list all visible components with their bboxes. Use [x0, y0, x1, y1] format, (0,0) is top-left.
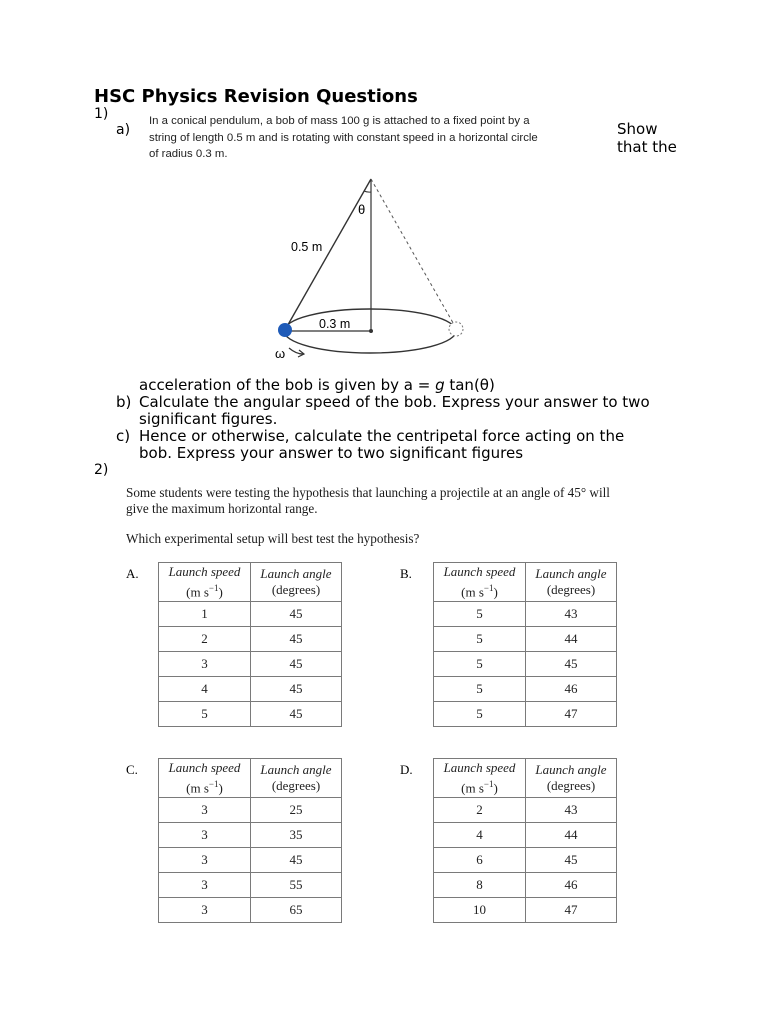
angle-header-unit: (degrees): [271, 778, 321, 793]
angle-cell: 44: [526, 823, 617, 848]
table-row: [434, 677, 617, 702]
q1a-continuation-suffix: tan(θ): [444, 376, 495, 394]
q1c-line: bob. Express your answer to two significant figures: [139, 444, 524, 462]
speed-header-title: Launch speed: [168, 563, 241, 579]
speed-cell: 5: [434, 677, 526, 702]
speed-cell: 5: [434, 652, 526, 677]
speed-cell: 2: [159, 627, 251, 652]
speed-cell: 3: [159, 798, 251, 823]
option-d-letter: D.: [400, 762, 413, 777]
speed-cell: 1: [159, 602, 251, 627]
angle-cell: 45: [251, 702, 342, 727]
angle-header-title: Launch angle: [260, 566, 332, 581]
table-row: [434, 823, 617, 848]
angle-cell: 44: [526, 627, 617, 652]
angle-cell: 45: [251, 677, 342, 702]
bob-circle: [278, 323, 292, 337]
angle-cell: 45: [526, 652, 617, 677]
speed-unit-exponent: −1: [483, 582, 494, 593]
q1a-intro-line: string of length 0.5 m and is rotating with constant speed in a horizontal circle: [149, 131, 538, 144]
speed-unit-exponent: −1: [208, 582, 219, 593]
table-header-row: [434, 563, 617, 602]
ghost-bob-circle: [449, 322, 463, 336]
dashed-string-line: [371, 179, 456, 328]
q1-figure-image: [139, 110, 606, 377]
speed-cell: 8: [434, 873, 526, 898]
q1c-label: c): [116, 427, 131, 445]
table-row: [159, 602, 342, 627]
angle-cell: 35: [251, 823, 342, 848]
q1b-label: b): [116, 393, 132, 411]
speed-cell: 3: [159, 848, 251, 873]
option-d-table: [433, 758, 617, 923]
q1b-text: [139, 394, 650, 428]
speed-header-unit: [434, 776, 525, 796]
speed-cell: 5: [434, 627, 526, 652]
circle-center-dot: [369, 329, 373, 333]
speed-cell: 4: [434, 823, 526, 848]
angle-header-cell: [526, 563, 617, 602]
speed-header-title: Launch speed: [168, 759, 241, 775]
angle-header-cell: [251, 563, 342, 602]
q1b-line: significant figures.: [139, 410, 278, 428]
option-c-letter: C.: [126, 762, 138, 777]
table-row: [159, 848, 342, 873]
table-row: [434, 798, 617, 823]
speed-unit-suffix: ): [493, 584, 498, 600]
angle-header-title: Launch angle: [535, 566, 607, 581]
q2-intro-line: Some students were testing the hypothesis that launching a projectile at an angle of 45° will: [126, 485, 610, 500]
q1a-continuation-var: g: [435, 376, 445, 394]
speed-header-cell: [434, 759, 526, 798]
q1b-line: Calculate the angular speed of the bob. Express your answer to two: [139, 393, 650, 411]
q1a-intro-line: of radius 0.3 m.: [149, 148, 228, 160]
speed-unit-prefix: (m s: [186, 780, 209, 796]
q2-number: 2): [94, 462, 109, 478]
table-row: [159, 823, 342, 848]
speed-header-cell: [159, 563, 251, 602]
option-b-table: [433, 562, 617, 727]
angle-arc: [364, 191, 371, 192]
omega-label: ω: [275, 346, 286, 361]
option-a-table: [158, 562, 342, 727]
angle-cell: 45: [251, 602, 342, 627]
table-row: [434, 602, 617, 627]
speed-cell: 6: [434, 848, 526, 873]
conical-pendulum-diagram: [139, 110, 606, 377]
option-c-table: [158, 758, 342, 923]
speed-cell: 3: [159, 873, 251, 898]
angle-header-title: Launch angle: [260, 762, 332, 777]
table-row: [159, 627, 342, 652]
angle-cell: 55: [251, 873, 342, 898]
speed-unit-prefix: (m s: [461, 780, 484, 796]
speed-cell: 5: [434, 602, 526, 627]
speed-cell: 4: [159, 677, 251, 702]
speed-unit-prefix: (m s: [186, 584, 209, 600]
table-row: [434, 898, 617, 923]
speed-cell: 3: [159, 823, 251, 848]
speed-header-unit: [159, 776, 250, 796]
speed-header-cell: [159, 759, 251, 798]
table-row: [434, 873, 617, 898]
q2-intro-line: give the maximum horizontal range.: [126, 500, 318, 516]
q1a-continuation-prefix: acceleration of the bob is given by a =: [139, 376, 436, 394]
q1a-show-text: Show that the: [617, 120, 677, 156]
table-row: [434, 702, 617, 727]
q1c-line: Hence or otherwise, calculate the centripetal force acting on the: [139, 427, 625, 445]
table-row: [434, 652, 617, 677]
angle-cell: 45: [251, 652, 342, 677]
angle-header-title: Launch angle: [535, 762, 607, 777]
table-row: [159, 677, 342, 702]
angle-cell: 47: [526, 702, 617, 727]
q1a-intro-line: In a conical pendulum, a bob of mass 100 g is attached to a fixed point by a: [149, 115, 530, 127]
speed-cell: 2: [434, 798, 526, 823]
table-row: [159, 652, 342, 677]
q2-figure-image: [118, 476, 663, 930]
table-row: [159, 798, 342, 823]
table-row: [159, 702, 342, 727]
speed-cell: 10: [434, 898, 526, 923]
table-header-row: [159, 759, 342, 798]
speed-unit-exponent: −1: [208, 778, 219, 789]
q1c-text: [139, 428, 624, 462]
speed-unit-prefix: (m s: [461, 584, 484, 600]
speed-cell: 5: [159, 702, 251, 727]
angle-header-cell: [526, 759, 617, 798]
speed-header-title: Launch speed: [443, 759, 516, 775]
angle-cell: 47: [526, 898, 617, 923]
speed-header-unit: [434, 580, 525, 600]
q1a-continuation: [139, 377, 495, 394]
angle-cell: 45: [251, 848, 342, 873]
speed-unit-suffix: ): [493, 780, 498, 796]
angle-cell: 46: [526, 677, 617, 702]
table-row: [159, 898, 342, 923]
table-header-row: [159, 563, 342, 602]
q1-number: 1): [94, 106, 109, 122]
angle-header-unit: (degrees): [546, 778, 596, 793]
angle-cell: 45: [251, 627, 342, 652]
q2-intro: [126, 485, 610, 516]
speed-cell: 3: [159, 652, 251, 677]
speed-cell: 3: [159, 898, 251, 923]
option-b-letter: B.: [400, 566, 412, 581]
speed-unit-suffix: ): [218, 584, 223, 600]
angle-header-unit: (degrees): [546, 582, 596, 597]
speed-header-unit: [159, 580, 250, 600]
speed-cell: 5: [434, 702, 526, 727]
table-row: [434, 627, 617, 652]
speed-header-title: Launch speed: [443, 563, 516, 579]
angle-cell: 45: [526, 848, 617, 873]
angle-cell: 43: [526, 602, 617, 627]
angle-cell: 43: [526, 798, 617, 823]
speed-unit-suffix: ): [218, 780, 223, 796]
angle-cell: 25: [251, 798, 342, 823]
q2-question: Which experimental setup will best test the hypothesis?: [126, 531, 420, 546]
option-a-letter: A.: [126, 566, 139, 581]
q1a-label: a): [116, 122, 131, 138]
angle-cell: 46: [526, 873, 617, 898]
table-row: [159, 873, 342, 898]
angle-header-cell: [251, 759, 342, 798]
speed-header-cell: [434, 563, 526, 602]
angle-theta-label: θ: [358, 202, 366, 217]
table-row: [434, 848, 617, 873]
string-length-label: 0.5 m: [291, 240, 323, 254]
angle-cell: 65: [251, 898, 342, 923]
speed-unit-exponent: −1: [483, 778, 494, 789]
table-header-row: [434, 759, 617, 798]
radius-label: 0.3 m: [319, 317, 351, 331]
page-title: HSC Physics Revision Questions: [94, 86, 418, 107]
angle-header-unit: (degrees): [271, 582, 321, 597]
